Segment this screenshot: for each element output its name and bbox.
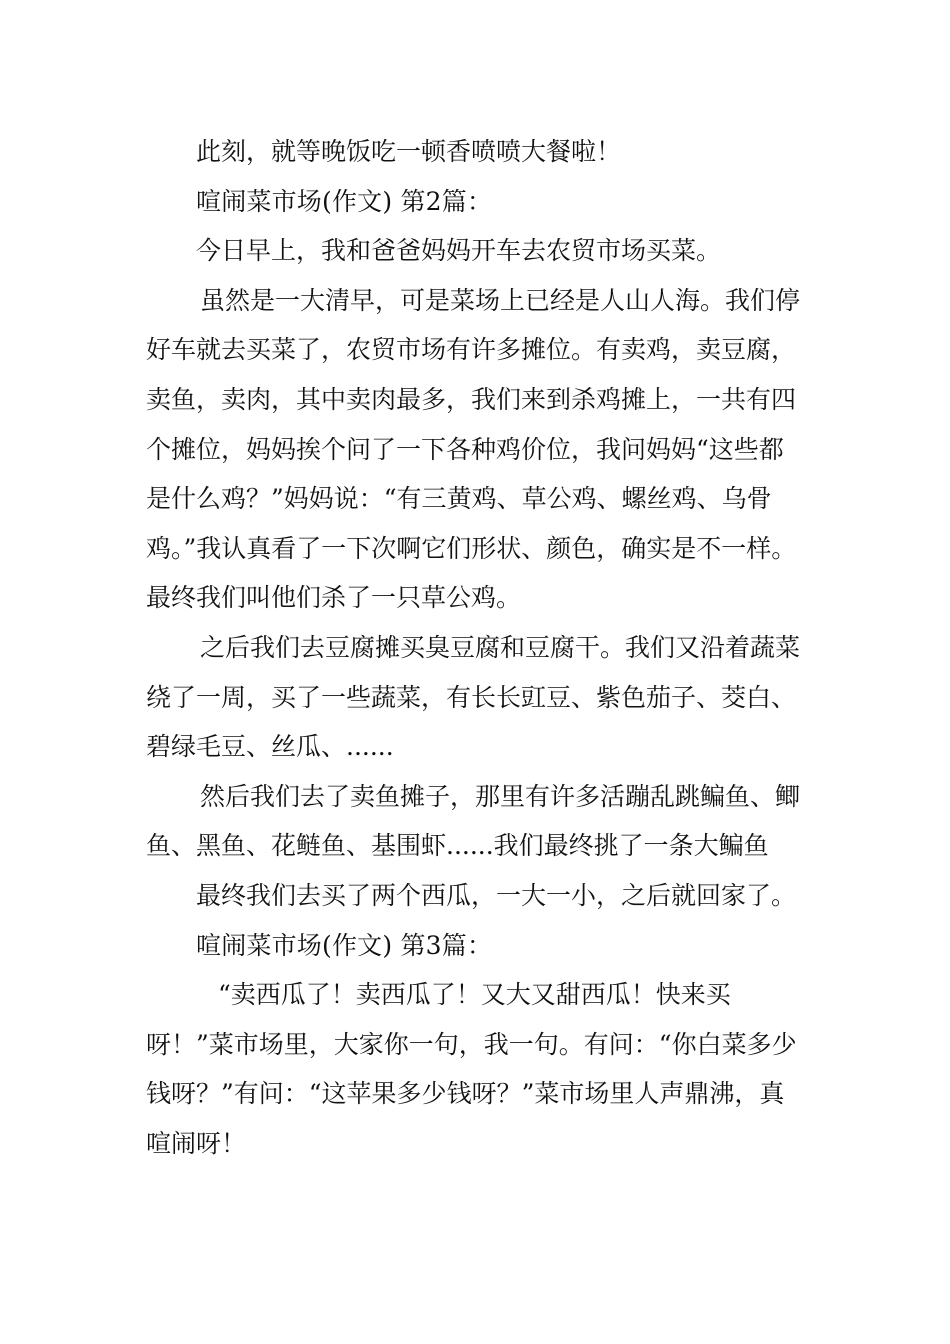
paragraph-dinner: 此刻，就等晚饭吃一顿香喷喷大餐啦！ <box>196 137 622 166</box>
document-body <box>146 127 808 1168</box>
paragraph-tofu-vegetables: 之后我们去豆腐摊买臭豆腐和豆腐干。我们又沿着蔬菜绕了一周，买了一些蔬菜，有长长豇豆、紫色茄子、茭白、碧绿毛豆、丝瓜、...... <box>146 632 801 762</box>
paragraph-noisy-market: “卖西瓜了！卖西瓜了！又大又甜西瓜！快来买呀！”菜市场里，大家你一句，我一句。有问：“你白菜多少钱呀？”有问：“这苹果多少钱呀？”菜市场里人声鼎沸，真喧闹呀！ <box>146 980 797 1158</box>
section-title-2: 喧闹菜市场(作文) 第2篇： <box>196 186 493 216</box>
paragraph-morning: 今日早上，我和爸爸妈妈开车去农贸市场买菜。 <box>196 236 722 266</box>
paragraph-market-stalls: 虽然是一大清早，可是菜场上已经是人山人海。我们停好车就去买菜了，农贸市场有许多摊位。有卖鸡，卖豆腐，卖鱼，卖肉，其中卖肉最多，我们来到杀鸡摊上，一共有四个摊位，妈妈挨个问了一下各种鸡价位，我问妈妈“这些都是什么鸡？”妈妈说：“有三黄鸡、草公鸡、螺丝鸡、乌骨鸡。”我认真看了一下次啊它们形状、颜色，确实是不一样。最终我们叫他们杀了一只草公鸡。 <box>146 285 801 613</box>
paragraph-watermelon: 最终我们去买了两个西瓜，一大一小，之后就回家了。 <box>196 880 797 910</box>
section-title-3: 喧闹菜市场(作文) 第3篇： <box>196 930 493 960</box>
paragraph-fish-stall: 然后我们去了卖鱼摊子，那里有许多活蹦乱跳鳊鱼、鲫鱼、黑鱼、花鲢鱼、基围虾......我们最终挑了一条大鳊鱼 <box>146 781 801 861</box>
